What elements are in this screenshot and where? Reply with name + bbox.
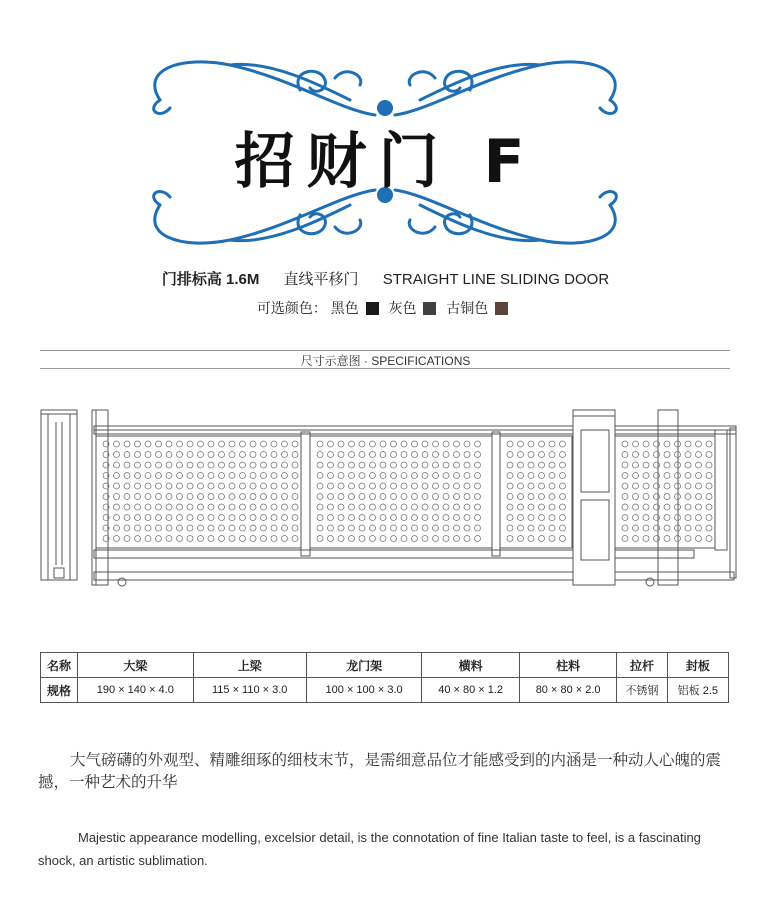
spec-header-cell: 柱料	[519, 653, 616, 678]
gate-type-label: 直线平移门	[283, 271, 359, 288]
gate-type-english: STRAIGHT LINE SLIDING DOOR	[382, 271, 610, 288]
divider	[40, 368, 730, 369]
color-option-grey: 灰色	[388, 300, 417, 316]
color-options-label: 可选颜色：	[256, 300, 327, 316]
spec-row-label: 规格	[41, 678, 78, 703]
specification-table	[40, 652, 729, 703]
grey-swatch	[423, 302, 436, 315]
spec-value-cell: 100 × 100 × 3.0	[306, 678, 422, 703]
spec-value-cell: 铝板 2.5	[667, 678, 728, 703]
spec-value-cell: 80 × 80 × 2.0	[519, 678, 616, 703]
color-options	[0, 298, 771, 318]
spec-header-cell: 横料	[422, 653, 519, 678]
bronze-swatch	[495, 302, 508, 315]
spec-value-cell: 190 × 140 × 4.0	[78, 678, 194, 703]
spec-header-cell: 封板	[667, 653, 728, 678]
divider	[40, 350, 730, 351]
black-swatch	[366, 302, 379, 315]
page-title: 招财门 F	[234, 127, 537, 197]
spec-header-cell: 拉杆	[617, 653, 667, 678]
spec-header-cell: 龙门架	[306, 653, 422, 678]
color-option-black: 黑色	[330, 300, 359, 316]
gate-specification-drawing	[38, 400, 738, 595]
spec-value-cell: 115 × 110 × 3.0	[193, 678, 306, 703]
gate-height-label: 门排标高 1.6M	[161, 271, 260, 288]
spec-header-cell: 名称	[41, 653, 78, 678]
spec-section-title: 尺寸示意图 · SPECIFICATIONS	[300, 354, 471, 368]
description-chinese: 大气磅礴的外观型、精雕细琢的细枝末节，是需细意品位才能感受到的内涵是一种动人心魄的震撼，一种艺术的升华	[38, 752, 722, 791]
spec-value-cell: 不锈钢	[617, 678, 667, 703]
product-subtitle	[0, 268, 771, 289]
spec-header-cell: 大梁	[78, 653, 194, 678]
description-english: Majestic appearance modelling, excelsior detail, is the connotation of fine Italian taste to feel, is a fascinating shock, an artistic sublimation.	[38, 830, 701, 868]
spec-header-cell: 上梁	[193, 653, 306, 678]
color-option-bronze: 古铜色	[446, 300, 489, 316]
spec-value-cell: 40 × 80 × 1.2	[422, 678, 519, 703]
